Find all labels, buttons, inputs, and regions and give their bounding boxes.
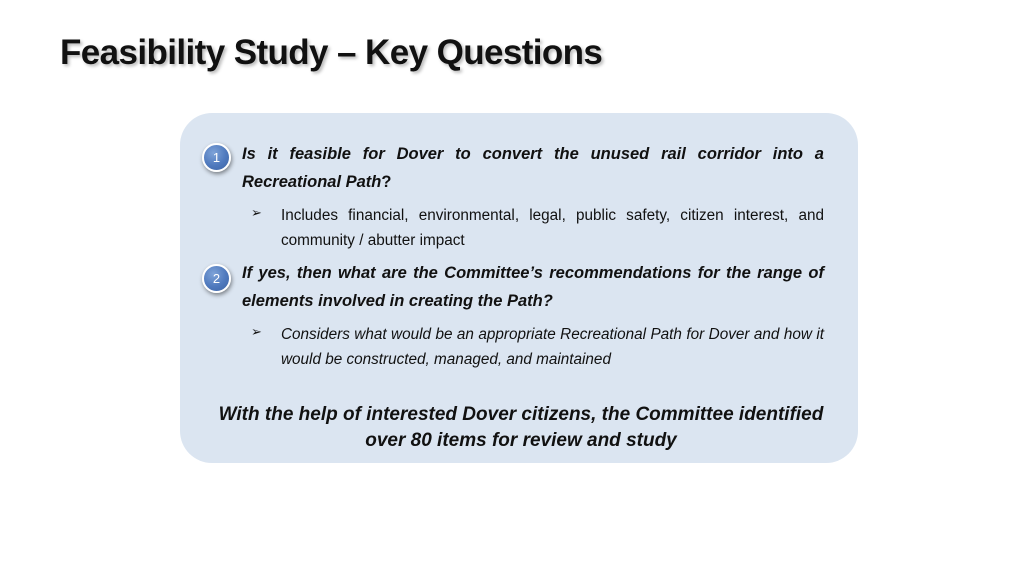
question-2-detail: Considers what would be an appropriate Recreational Path for Dover and how it would be constructed, managed, and maintained	[281, 326, 824, 368]
number-badge-icon: 1	[202, 143, 231, 172]
question-1-detail: Includes financial, environmental, legal, public safety, citizen interest, and community / abutter impact	[281, 207, 824, 249]
arrow-bullet-icon: ➢	[251, 206, 262, 221]
question-2	[242, 259, 824, 315]
question-1-mark: ?	[381, 173, 392, 191]
question-1	[242, 140, 824, 196]
question-2-text: If yes, then what are the Committee’s recommendations for the range of elements involved in creating the Path?	[242, 264, 824, 310]
arrow-bullet-icon: ➢	[251, 325, 262, 340]
summary-statement: With the help of interested Dover citizens, the Committee identified over 80 items for review and study	[218, 404, 824, 451]
question-1-text: Is it feasible for Dover to convert the unused rail corridor into a Recreational Path	[242, 145, 824, 191]
slide-title: Feasibility Study – Key Questions	[60, 33, 603, 72]
number-badge-icon: 2	[202, 264, 231, 293]
